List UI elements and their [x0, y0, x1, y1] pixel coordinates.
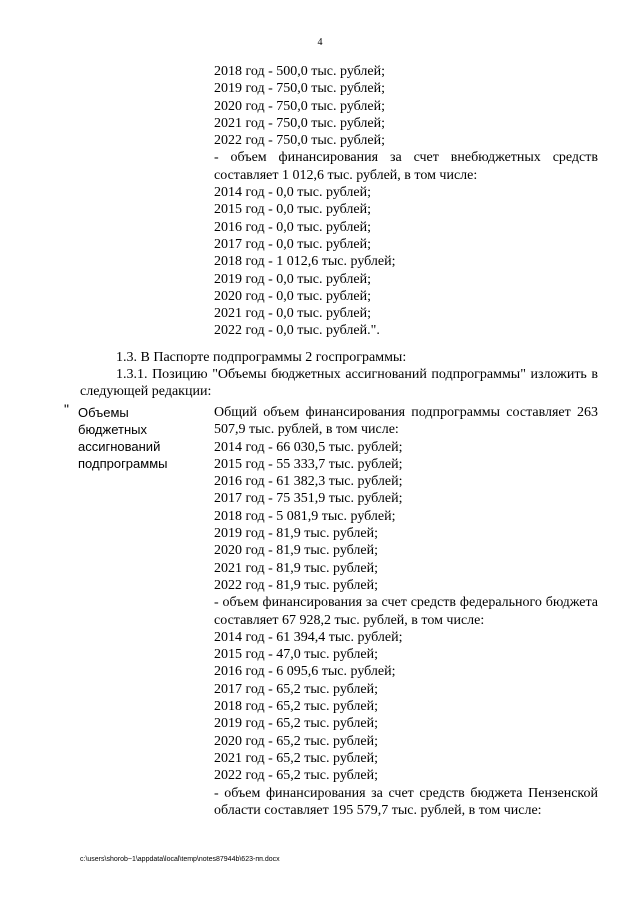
- funding-line: 2022 год - 81,9 тыс. рублей;: [214, 577, 379, 593]
- total-paragraph: Общий объем финансирования подпрограммы составляет 263 507,9 тыс. рублей, в том числе:: [214, 405, 598, 438]
- position-label: [78, 404, 208, 472]
- top-funding-block: [214, 63, 598, 340]
- funding-line: 2019 год - 65,2 тыс. рублей;: [214, 716, 379, 732]
- funding-line: 2017 год - 0,0 тыс. рублей;: [214, 236, 372, 252]
- funding-line: 2016 год - 0,0 тыс. рублей;: [214, 219, 372, 235]
- funding-line: 2019 год - 0,0 тыс. рублей;: [214, 271, 372, 287]
- funding-line: 2016 год - 6 095,6 тыс. рублей;: [214, 664, 396, 680]
- federal-paragraph: - объем финансирования за счет средств федерального бюджета составляет 67 928,2 тыс. рублей, в том числе:: [214, 595, 598, 628]
- funding-line: 2016 год - 61 382,3 тыс. рублей;: [214, 474, 403, 490]
- funding-line: 2019 год - 750,0 тыс. рублей;: [214, 81, 386, 97]
- funding-line: 2014 год - 66 030,5 тыс. рублей;: [214, 439, 403, 455]
- instruction-text: 1.3.1. Позицию "Объемы бюджетных ассигнований подпрограммы" изложить в следующей редакции:: [80, 367, 598, 399]
- page-number: 4: [317, 37, 323, 48]
- label-line: Объемы: [78, 405, 129, 420]
- extrabudget-paragraph: - объем финансирования за счет внебюджетных средств составляет 1 012,6 тыс. рублей, в том числе:: [214, 150, 598, 183]
- funding-line: 2018 год - 1 012,6 тыс. рублей;: [214, 254, 396, 270]
- funding-line: 2015 год - 55 333,7 тыс. рублей;: [214, 456, 403, 472]
- footer-file-path: c:\users\shorob~1\appdata\local\temp\notes87944b\623-пп.docx: [80, 856, 280, 863]
- funding-line: 2022 год - 65,2 тыс. рублей;: [214, 768, 379, 784]
- funding-line: 2022 год - 750,0 тыс. рублей;: [214, 133, 386, 149]
- funding-line: 2014 год - 0,0 тыс. рублей;: [214, 185, 372, 201]
- funding-line: 2015 год - 47,0 тыс. рублей;: [214, 647, 379, 663]
- funding-line: 2021 год - 65,2 тыс. рублей;: [214, 750, 379, 766]
- section-heading: 1.3. В Паспорте подпрограммы 2 госпрограммы:: [116, 350, 407, 365]
- funding-line: 2020 год - 81,9 тыс. рублей;: [214, 543, 379, 559]
- instruction-paragraph: [80, 366, 598, 400]
- funding-line: 2020 год - 65,2 тыс. рублей;: [214, 733, 379, 749]
- funding-line: 2021 год - 750,0 тыс. рублей;: [214, 115, 386, 131]
- funding-line: 2021 год - 0,0 тыс. рублей;: [214, 306, 372, 322]
- funding-line: 2015 год - 0,0 тыс. рублей;: [214, 202, 372, 218]
- funding-line: 2018 год - 5 081,9 тыс. рублей;: [214, 508, 396, 524]
- funding-line: 2017 год - 65,2 тыс. рублей;: [214, 681, 379, 697]
- opening-quote: ": [64, 401, 69, 417]
- funding-line: 2021 год - 81,9 тыс. рублей;: [214, 560, 379, 576]
- funding-line: 2014 год - 61 394,4 тыс. рублей;: [214, 629, 403, 645]
- label-line: подпрограммы: [78, 456, 168, 471]
- funding-line: 2022 год - 0,0 тыс. рублей.".: [214, 323, 380, 339]
- subprogram-funding-block: [214, 404, 598, 819]
- label-line: ассигнований: [78, 439, 161, 454]
- funding-line: 2017 год - 75 351,9 тыс. рублей;: [214, 491, 403, 507]
- funding-line: 2018 год - 500,0 тыс. рублей;: [214, 64, 386, 79]
- regional-paragraph: - объем финансирования за счет средств бюджета Пензенской области составляет 195 579,7 тыс. рублей, в том числе:: [214, 785, 598, 818]
- funding-line: 2020 год - 750,0 тыс. рублей;: [214, 98, 386, 114]
- funding-line: 2018 год - 65,2 тыс. рублей;: [214, 699, 379, 715]
- funding-line: 2020 год - 0,0 тыс. рублей;: [214, 288, 372, 304]
- funding-line: 2019 год - 81,9 тыс. рублей;: [214, 526, 379, 542]
- label-line: бюджетных: [78, 422, 147, 437]
